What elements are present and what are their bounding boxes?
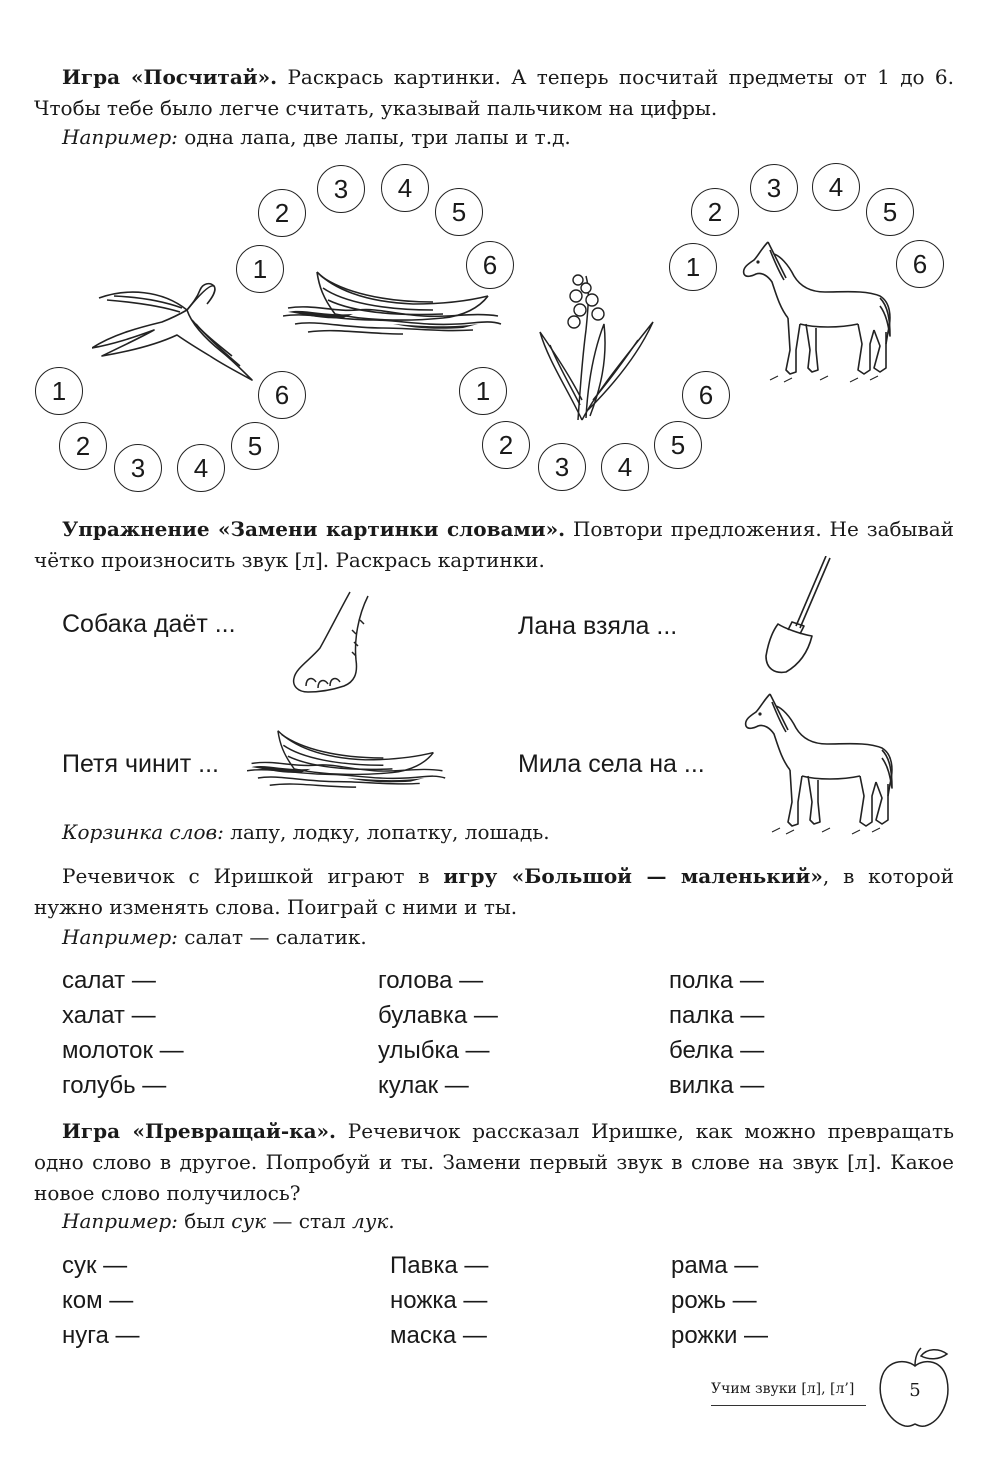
word-item: голова — <box>378 967 484 994</box>
word-item: булавка — <box>378 1002 498 1029</box>
sentence-mila: Мила села на ... <box>518 750 705 778</box>
word-item: рожь — <box>671 1287 757 1314</box>
big-small-paragraph <box>34 861 954 923</box>
word-item: ножка — <box>390 1287 488 1314</box>
big-small-example <box>34 922 954 953</box>
big-small-example-text: салат — салатик. <box>177 925 367 949</box>
count-circle[interactable]: 6 <box>896 240 944 288</box>
horse-icon <box>740 240 895 385</box>
count-circle[interactable]: 3 <box>538 443 586 491</box>
word-item: белка — <box>669 1037 765 1064</box>
intro-paragraph <box>34 62 954 124</box>
count-circle[interactable]: 6 <box>682 371 730 419</box>
count-circle[interactable]: 1 <box>236 245 284 293</box>
word-item: нуга — <box>62 1322 140 1349</box>
intro-text: Раскрась картинки. А теперь посчитай предметы от 1 до 6. Чтобы тебе было легче считать, указывай пальчиком на цифры. <box>34 65 954 120</box>
count-circle[interactable]: 5 <box>231 422 279 470</box>
transform-example-end: . <box>388 1209 395 1233</box>
word-item: рожки — <box>671 1322 769 1349</box>
word-item: Павка — <box>390 1252 489 1279</box>
swallow-icon <box>92 280 257 382</box>
count-circle[interactable]: 5 <box>866 188 914 236</box>
word-item: салат — <box>62 967 156 994</box>
page-number: 5 <box>909 1380 921 1401</box>
count-circle[interactable]: 1 <box>669 243 717 291</box>
transform-paragraph <box>34 1116 954 1209</box>
count-circle[interactable]: 5 <box>435 188 483 236</box>
word-item: молоток — <box>62 1037 184 1064</box>
boat-icon <box>283 268 503 336</box>
count-circle[interactable]: 4 <box>812 163 860 211</box>
basket-text: лапу, лодку, лопатку, лошадь. <box>223 820 550 844</box>
horse-icon <box>742 692 897 837</box>
big-small-text-after: , в которой нужно изменять слова. Поиграй с ними и ты. <box>34 864 954 919</box>
count-circle[interactable]: 6 <box>258 371 306 419</box>
intro-example-label: Например: <box>62 125 178 149</box>
transform-text: Речевичок рассказал Иришке, как можно превращать одно слово в другое. Попробуй и ты. Замени первый звук в слове на звук [л]. Какое новое слово получилось? <box>34 1119 954 1205</box>
word-item: ком — <box>62 1287 134 1314</box>
count-circle[interactable]: 2 <box>482 421 530 469</box>
count-circle[interactable]: 2 <box>59 422 107 470</box>
transform-example-label: Например: <box>62 1209 178 1233</box>
word-item: вилка — <box>669 1072 765 1099</box>
count-circle[interactable]: 6 <box>466 241 514 289</box>
shovel-icon <box>764 556 834 676</box>
word-item: халат — <box>62 1002 156 1029</box>
count-circle[interactable]: 3 <box>114 444 162 492</box>
big-small-example-label: Например: <box>62 925 178 949</box>
count-circle[interactable]: 1 <box>35 367 83 415</box>
count-circle[interactable]: 3 <box>317 165 365 213</box>
word-item: улыбка — <box>378 1037 490 1064</box>
transform-example <box>34 1206 954 1237</box>
sentence-petya: Петя чинит ... <box>62 750 219 778</box>
count-circle[interactable]: 3 <box>750 164 798 212</box>
word-item: кулак — <box>378 1072 469 1099</box>
sentence-dog: Собака даёт ... <box>62 610 236 638</box>
transform-title: Игра «Превращай-ка». <box>62 1119 337 1143</box>
big-small-text-before: Речевичок с Иришкой играют в <box>62 864 444 888</box>
word-item: сук — <box>62 1252 128 1279</box>
paw-icon <box>290 590 370 695</box>
word-item: маска — <box>390 1322 487 1349</box>
count-circle[interactable]: 2 <box>691 188 739 236</box>
basket-line <box>34 817 954 848</box>
intro-example-text: одна лапа, две лапы, три лапы и т.д. <box>177 125 571 149</box>
transform-example-text-2: — стал <box>266 1209 352 1233</box>
lily-of-the-valley-icon <box>538 270 658 422</box>
footer-divider <box>711 1405 866 1406</box>
count-circle[interactable]: 4 <box>601 443 649 491</box>
intro-title: Игра «Посчитай». <box>62 65 278 89</box>
count-circle[interactable]: 5 <box>654 421 702 469</box>
exercise-text: Повтори предложения. Не забывай чётко произносить звук [л]. Раскрась картинки. <box>34 517 954 572</box>
word-item: рама — <box>671 1252 759 1279</box>
intro-example <box>34 122 954 153</box>
count-circle[interactable]: 4 <box>381 164 429 212</box>
boat-icon <box>247 727 447 789</box>
basket-label: Корзинка слов: <box>62 820 224 844</box>
count-circle[interactable]: 1 <box>459 367 507 415</box>
sentence-lana: Лана взяла ... <box>518 612 678 640</box>
word-item: полка — <box>669 967 764 994</box>
footer-caption: Учим звуки [л], [л’] <box>711 1381 855 1397</box>
count-circle[interactable]: 2 <box>258 189 306 237</box>
transform-example-text-1: был <box>177 1209 232 1233</box>
exercise-title: Упражнение «Замени картинки словами». <box>62 517 566 541</box>
word-item: голубь — <box>62 1072 167 1099</box>
word-item: палка — <box>669 1002 765 1029</box>
transform-example-word-1: сук <box>231 1209 267 1233</box>
count-circle[interactable]: 4 <box>177 444 225 492</box>
big-small-game: игру «Большой — маленький» <box>443 864 823 888</box>
transform-example-word-2: лук <box>352 1209 389 1233</box>
